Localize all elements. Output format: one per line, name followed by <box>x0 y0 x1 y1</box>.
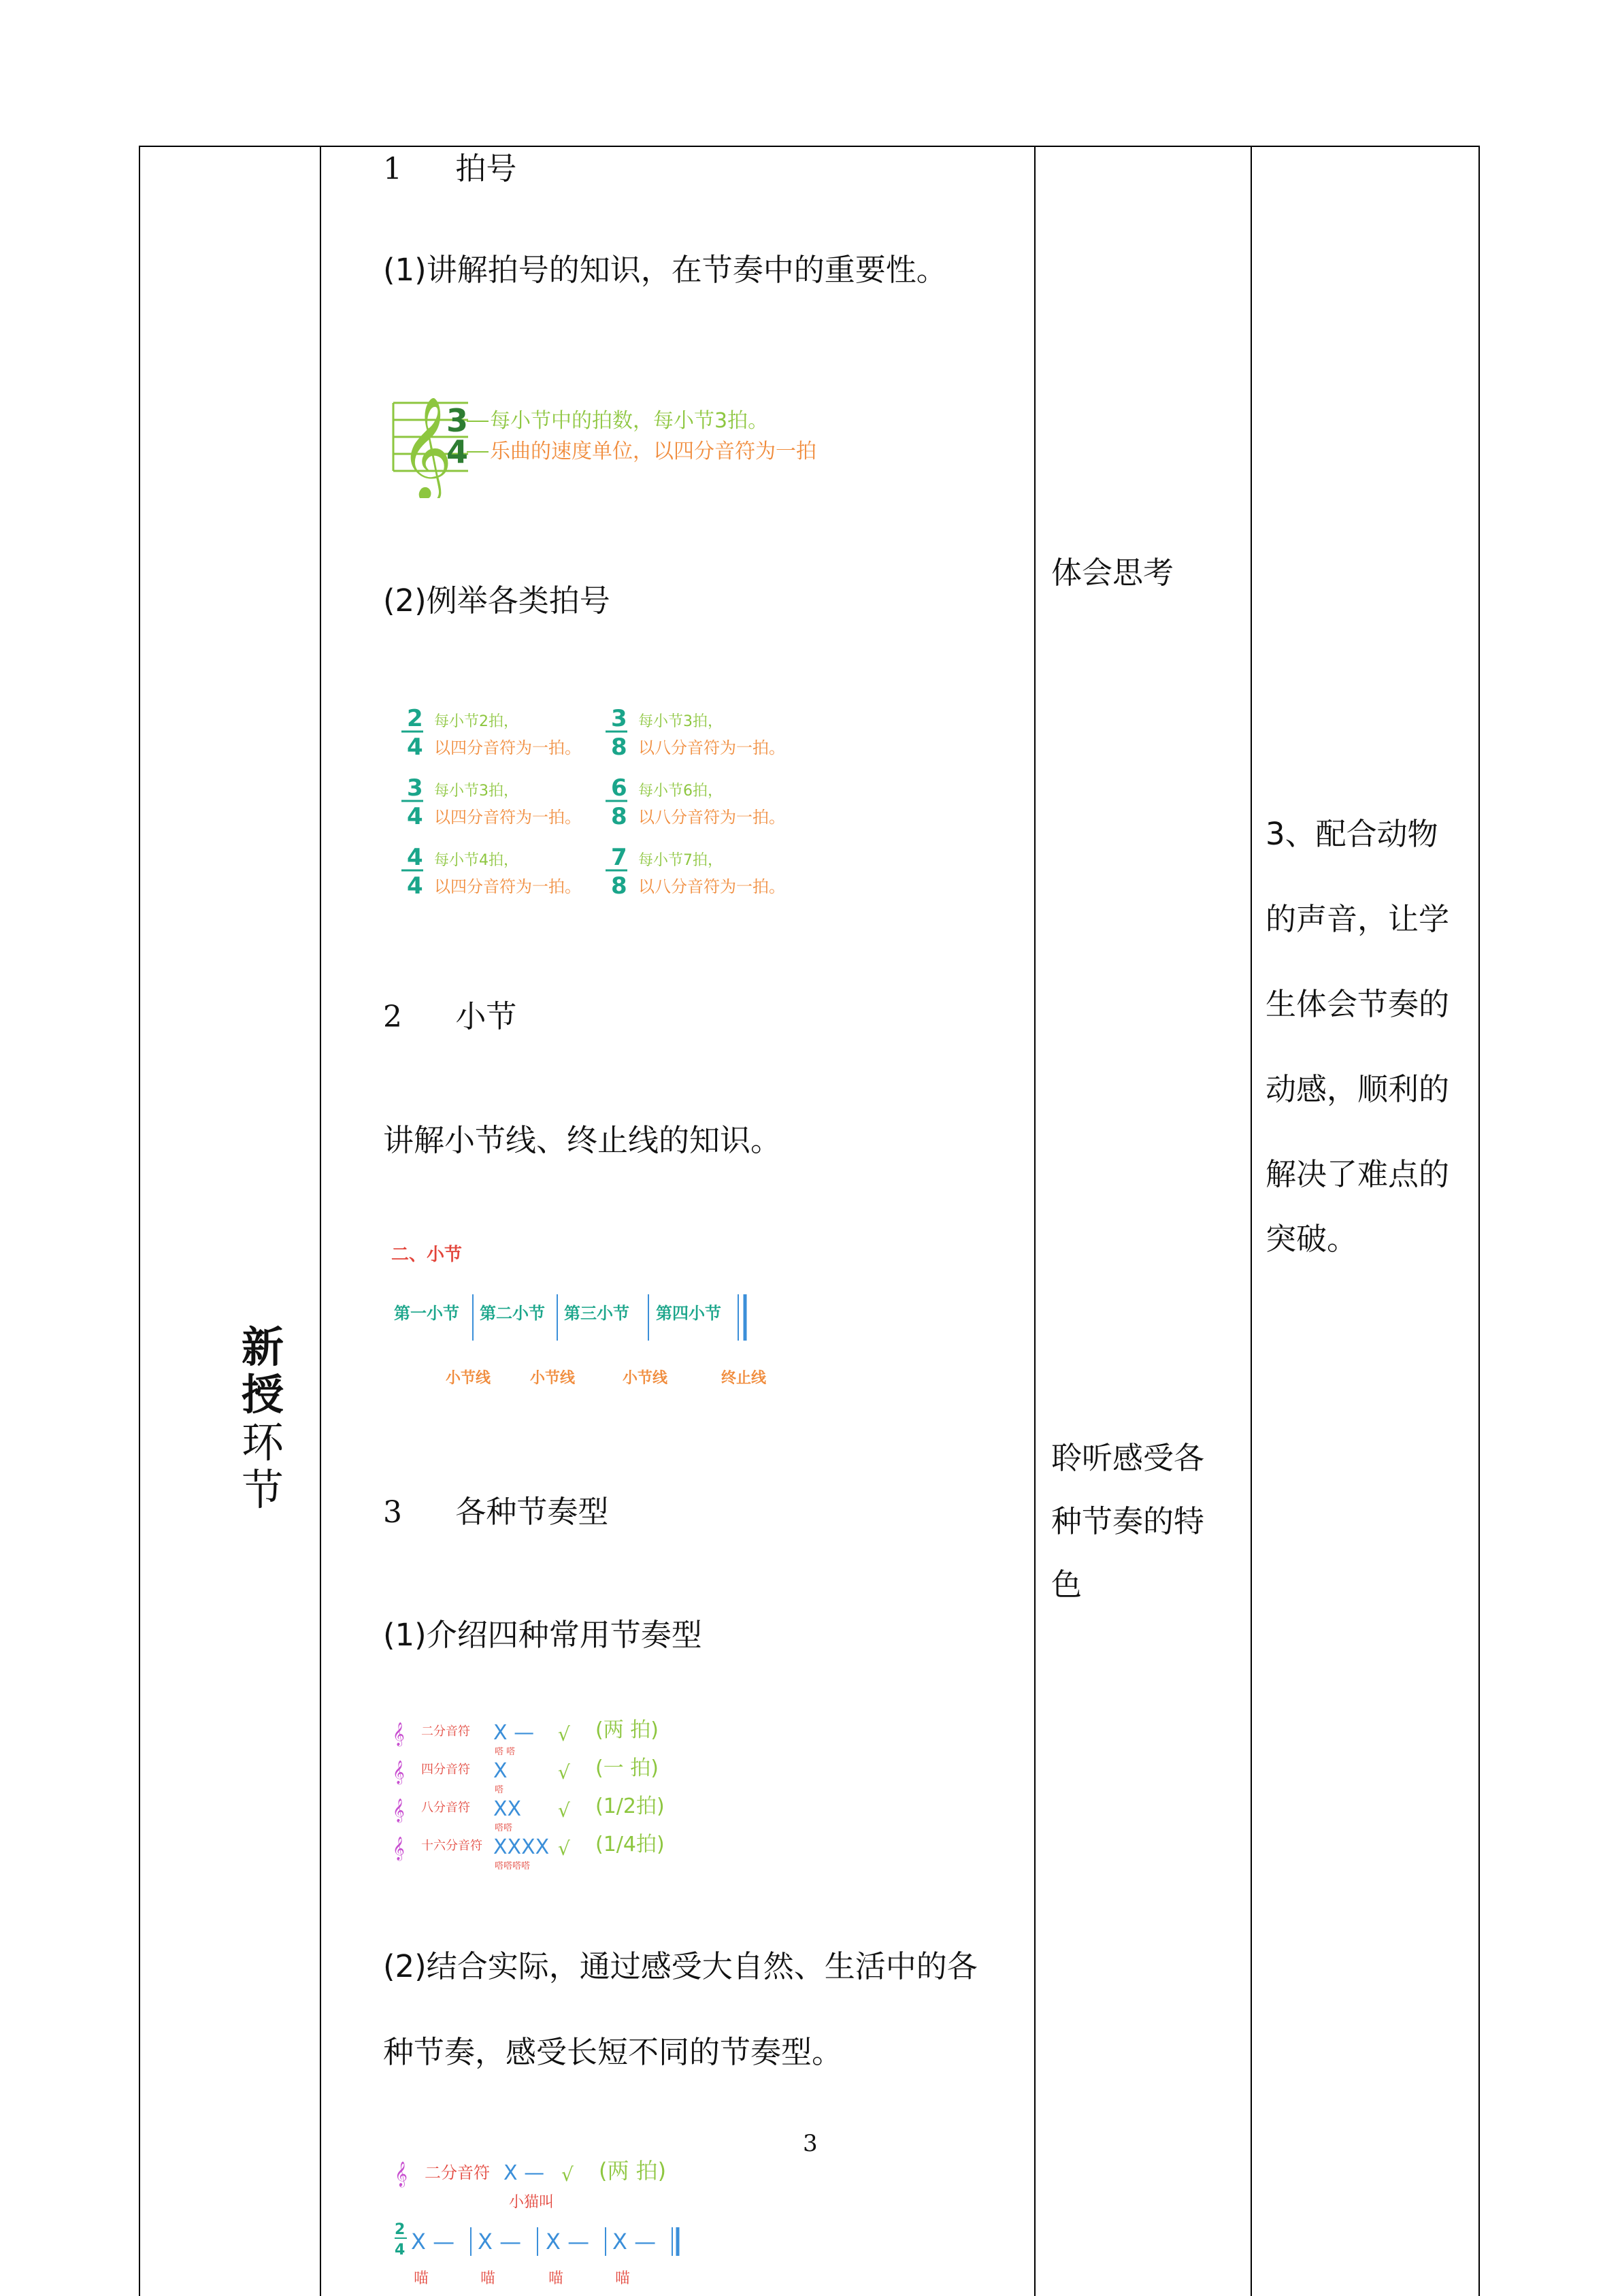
intent-line: 突破。 <box>1266 1221 1358 1257</box>
section-title: 各种节奏型 <box>455 1494 609 1530</box>
column-divider-1 <box>320 146 321 2296</box>
ts-description: 以八分音符为一拍。 <box>638 738 785 757</box>
rhythm-types-figure <box>391 1715 704 1885</box>
measure-notes: X — <box>612 2229 657 2254</box>
ts-numerator: 3 <box>407 774 423 802</box>
barline-label: 小节线 <box>530 1370 576 1387</box>
ts-line-2: 乐曲的速度单位，以四分音符为一拍 <box>490 440 816 463</box>
note-symbols: X <box>493 1759 508 1783</box>
measures-heading: 二、小节 <box>391 1245 463 1265</box>
cat-rhythm-figure <box>395 2154 708 2290</box>
table-right-border <box>1478 146 1480 2296</box>
ts-denominator: 4 <box>407 872 423 900</box>
ts-description: 每小节6拍， <box>638 783 723 800</box>
time-signatures-grid <box>401 704 837 908</box>
note-name: 二分音符 <box>425 2163 490 2182</box>
animal-label: 小猫叫 <box>509 2194 555 2211</box>
ts-numerator: 2 <box>407 705 423 732</box>
student-activity-1: 体会思考 <box>1051 555 1174 591</box>
paragraph: 讲解小节线、终止线的知识。 <box>383 1122 782 1158</box>
beat-count: (1/2拍) <box>595 1794 665 1818</box>
treble-clef-icon: 𝄞 <box>393 1799 405 1822</box>
barline-label: 小节线 <box>623 1370 668 1387</box>
measure-notes: X — <box>478 2229 522 2254</box>
ts-description: 每小节3拍， <box>638 713 723 730</box>
measure-label: 第三小节 <box>564 1304 629 1323</box>
student-activity-2-line: 聆听感受各 <box>1051 1440 1205 1476</box>
note-name: 十六分音符 <box>421 1839 482 1853</box>
ts-description: 以四分音符为一拍。 <box>434 738 581 757</box>
lyric-syllable: 喵 <box>615 2270 631 2287</box>
note-symbols: X — <box>493 1721 535 1745</box>
note-symbols: XXXX <box>493 1835 550 1859</box>
measure-label: 第一小节 <box>394 1304 459 1323</box>
ts-description: 每小节3拍， <box>434 783 518 800</box>
ts-numerator: 7 <box>611 844 627 871</box>
measure-notes: X — <box>546 2229 590 2254</box>
intent-line: 解决了难点的 <box>1266 1156 1450 1192</box>
section-label <box>238 1324 287 1514</box>
ts-denominator: 4 <box>407 734 423 761</box>
paragraph: (2)结合实际，通过感受大自然、生活中的各 <box>383 1948 978 1984</box>
conductor-mark-icon: √ <box>558 1723 570 1745</box>
lyric-syllable: 喵 <box>414 2270 429 2287</box>
ts-numerator: 2 <box>395 2221 406 2238</box>
note-syllables: 嗒嗒嗒嗒 <box>495 1861 531 1871</box>
treble-clef-icon: 𝄞 <box>393 1722 405 1746</box>
treble-clef-icon: 𝄞 <box>393 1760 405 1784</box>
intent-line: 生体会节奏的 <box>1266 986 1450 1022</box>
measures-figure <box>391 1239 799 1395</box>
beat-count: (两 拍) <box>595 1718 659 1742</box>
note-symbols: XX <box>493 1797 522 1821</box>
ts-denominator: 8 <box>611 803 627 830</box>
ts-description: 每小节2拍， <box>434 713 518 730</box>
column-divider-2 <box>1034 146 1036 2296</box>
ts-denominator: 4 <box>407 803 423 830</box>
ts-line-1: 每小节中的拍数，每小节3拍。 <box>490 409 769 433</box>
page-number: 3 <box>803 2130 818 2157</box>
ts-denominator: 4 <box>395 2242 406 2259</box>
treble-clef-icon: 𝄞 <box>395 2161 408 2186</box>
intent-line: 的声音，让学 <box>1266 901 1450 937</box>
beat-count: (一 拍) <box>595 1756 659 1780</box>
lyric-syllable: 喵 <box>548 2270 564 2287</box>
ts-denominator: 8 <box>611 734 627 761</box>
conductor-mark-icon: √ <box>558 1837 570 1860</box>
note-symbols: X — <box>503 2161 545 2185</box>
section-label-char: 新 <box>241 1322 284 1372</box>
section-number: 1 <box>383 152 402 186</box>
time-signature-figure <box>386 376 863 498</box>
ts-description: 以四分音符为一拍。 <box>434 808 581 827</box>
section-1-heading <box>383 151 516 187</box>
section-number: 3 <box>383 1495 402 1530</box>
paragraph: (1)介绍四种常用节奏型 <box>383 1617 702 1653</box>
section-label-char: 环 <box>241 1417 284 1467</box>
measure-label: 第四小节 <box>656 1304 721 1323</box>
ts-description: 以八分音符为一拍。 <box>638 808 785 827</box>
ts-denominator: 4 <box>446 433 469 470</box>
barline-label: 终止线 <box>721 1370 767 1387</box>
section-title: 拍号 <box>455 150 517 186</box>
student-activity-2-line: 色 <box>1051 1567 1082 1603</box>
beat-count: (两 拍) <box>599 2158 667 2184</box>
ts-description: 以八分音符为一拍。 <box>638 877 785 896</box>
section-label-char: 节 <box>241 1465 284 1515</box>
conductor-mark-icon: √ <box>561 2163 574 2186</box>
lyric-syllable: 喵 <box>480 2270 496 2287</box>
note-syllables: 嗒 <box>495 1785 504 1795</box>
note-name: 四分音符 <box>421 1762 470 1777</box>
ts-description: 每小节7拍， <box>638 852 723 869</box>
column-divider-3 <box>1251 146 1252 2296</box>
note-name: 二分音符 <box>421 1724 470 1739</box>
conductor-mark-icon: √ <box>558 1761 570 1784</box>
student-activity-2-line: 种节奏的特 <box>1051 1503 1205 1539</box>
section-2-heading <box>383 999 516 1035</box>
ts-description: 每小节4拍， <box>434 852 518 869</box>
ts-numerator: 3 <box>611 705 627 732</box>
paragraph: (1)讲解拍号的知识，在节奏中的重要性。 <box>383 252 947 288</box>
section-3-heading <box>383 1494 608 1530</box>
ts-denominator: 8 <box>611 872 627 900</box>
barline-label: 小节线 <box>446 1370 491 1387</box>
paragraph: 种节奏，感受长短不同的节奏型。 <box>383 2034 843 2070</box>
measure-notes: X — <box>411 2229 455 2254</box>
section-label-char: 授 <box>241 1370 284 1420</box>
beat-count: (1/4拍) <box>595 1833 665 1856</box>
paragraph: (2)例举各类拍号 <box>383 583 610 619</box>
intent-line: 动感，顺利的 <box>1266 1071 1450 1107</box>
ts-numerator: 4 <box>407 844 423 871</box>
note-name: 八分音符 <box>421 1801 470 1815</box>
measure-label: 第二小节 <box>480 1304 545 1323</box>
ts-numerator: 3 <box>446 402 469 439</box>
intent-line: 3、配合动物 <box>1266 816 1438 852</box>
treble-clef-icon: 𝄞 <box>393 1837 405 1860</box>
section-title: 小节 <box>455 998 517 1034</box>
conductor-mark-icon: √ <box>558 1799 570 1822</box>
ts-description: 以四分音符为一拍。 <box>434 877 581 896</box>
section-number: 2 <box>383 1000 402 1034</box>
treble-clef-icon: 𝄞 <box>400 395 452 498</box>
note-syllables: 嗒嗒 <box>495 1823 513 1833</box>
ts-numerator: 6 <box>611 774 627 802</box>
note-syllables: 嗒 嗒 <box>495 1747 516 1757</box>
